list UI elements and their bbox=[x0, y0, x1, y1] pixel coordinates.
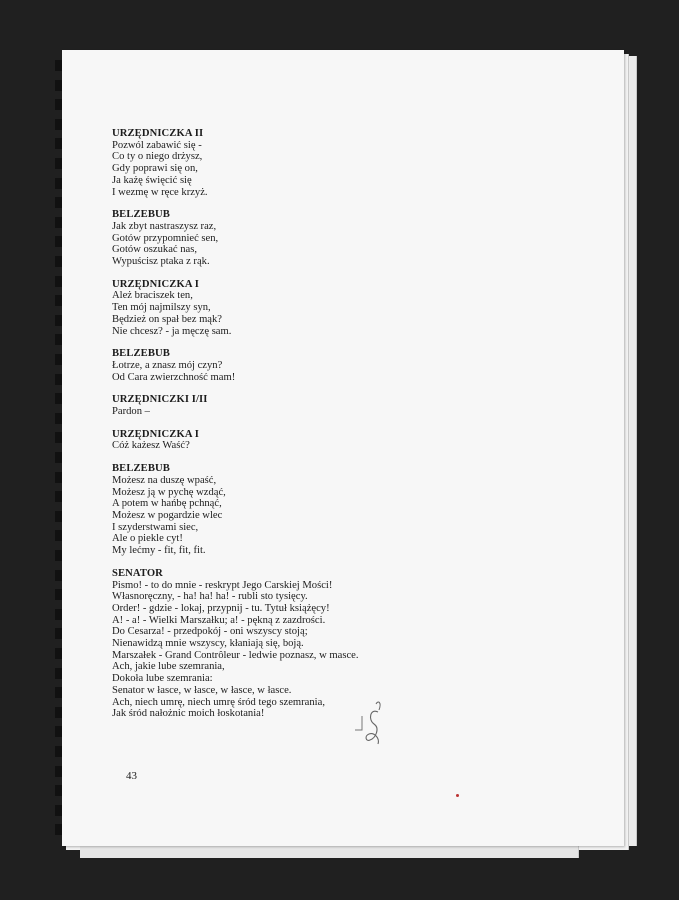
verse-line: Order! - gdzie - lokaj, przypnij - tu. Tytuł książęcy! bbox=[112, 602, 330, 614]
verse-line: A potem w hańbę pchnąć, bbox=[112, 498, 222, 510]
document-page bbox=[62, 50, 624, 846]
speaker-name: BELZEBUB bbox=[112, 348, 170, 360]
speaker-name: URZĘDNICZKA I bbox=[112, 278, 199, 290]
verse-line: Cóż każesz Waść? bbox=[112, 440, 190, 452]
verse-line: Pozwól zabawić się - bbox=[112, 139, 202, 151]
verse-line: Senator w łasce, w łasce, w łasce, w łasce. bbox=[112, 684, 292, 696]
verse-line: Ależ braciszek ten, bbox=[112, 290, 193, 302]
verse-line: Własnoręczny, - ha! ha! ha! - rubli sto tysięcy. bbox=[112, 591, 308, 603]
speaker-name: URZĘDNICZKA I bbox=[112, 428, 199, 440]
speech-block bbox=[112, 568, 582, 720]
verse-line: Możesz w pogardzie wlec bbox=[112, 509, 223, 521]
speaker-name: URZĘDNICZKI I/II bbox=[112, 394, 208, 406]
drama-text bbox=[112, 128, 582, 731]
speaker-name: SENATOR bbox=[112, 567, 163, 579]
speech-block bbox=[112, 209, 582, 268]
speech-block bbox=[112, 348, 582, 383]
verse-line: Od Cara zwierzchność mam! bbox=[112, 371, 236, 383]
verse-line: Dokoła lube szemrania: bbox=[112, 673, 213, 685]
verse-line: Do Cesarza! - przedpokój - oni wszyscy stoją; bbox=[112, 626, 308, 638]
speech-block bbox=[112, 279, 582, 338]
verse-line: Jak zbyt nastraszysz raz, bbox=[112, 220, 217, 232]
speech-block bbox=[112, 394, 582, 417]
verse-line: Gotów przypomnieć sen, bbox=[112, 232, 219, 244]
verse-line: Pismo! - to do mnie - reskrypt Jego Carskiej Mości! bbox=[112, 579, 333, 591]
speech-block bbox=[112, 128, 582, 198]
verse-line: Co ty o niego drżysz, bbox=[112, 151, 203, 163]
verse-line: Ale o piekle cyt! bbox=[112, 533, 183, 545]
page-number: 43 bbox=[126, 770, 137, 782]
verse-line: Wypuścisz ptaka z rąk. bbox=[112, 256, 210, 268]
speech-block bbox=[112, 429, 582, 452]
verse-line: Marszałek - Grand Contrôleur - ledwie poznasz, w masce. bbox=[112, 649, 359, 661]
verse-line: Jak śród nałożnic moich łoskotania! bbox=[112, 708, 265, 720]
verse-line: Gotów oszukać nas, bbox=[112, 244, 198, 256]
verse-line: Ach, jakie lube szemrania, bbox=[112, 661, 225, 673]
verse-line: I szyderstwami siec, bbox=[112, 521, 199, 533]
verse-line: My lećmy - fit, fit, fit. bbox=[112, 545, 206, 557]
speaker-name: BELZEBUB bbox=[112, 463, 170, 475]
verse-line: Będzież on spał bez mąk? bbox=[112, 313, 223, 325]
verse-line: Ach, niech umrę, niech umrę śród tego szemrania, bbox=[112, 696, 325, 708]
verse-line: Ten mój najmilszy syn, bbox=[112, 302, 211, 314]
verse-line: Możesz ją w pychę wzdąć, bbox=[112, 486, 226, 498]
speaker-name: BELZEBUB bbox=[112, 209, 170, 221]
verse-line: Gdy poprawi się on, bbox=[112, 163, 198, 175]
verse-line: I wezmę w ręce krzyż. bbox=[112, 186, 208, 198]
verse-line: Ja każę święcić się bbox=[112, 174, 192, 186]
verse-line: Możesz na duszę wpaść, bbox=[112, 474, 217, 486]
verse-line: Nie chcesz? - ja męczę sam. bbox=[112, 325, 232, 337]
speech-block bbox=[112, 463, 582, 557]
speaker-name: URZĘDNICZKA II bbox=[112, 128, 204, 139]
verse-line: A! - a! - Wielki Marszałku; a! - pękną z zazdrości. bbox=[112, 614, 326, 626]
handwritten-bracket-mark bbox=[352, 698, 392, 748]
verse-line: Pardon – bbox=[112, 406, 150, 418]
ink-speck bbox=[456, 794, 459, 797]
verse-line: Nienawidzą mnie wszyscy, kłaniają się, boją. bbox=[112, 638, 304, 650]
verse-line: Łotrze, a znasz mój czyn? bbox=[112, 359, 223, 371]
